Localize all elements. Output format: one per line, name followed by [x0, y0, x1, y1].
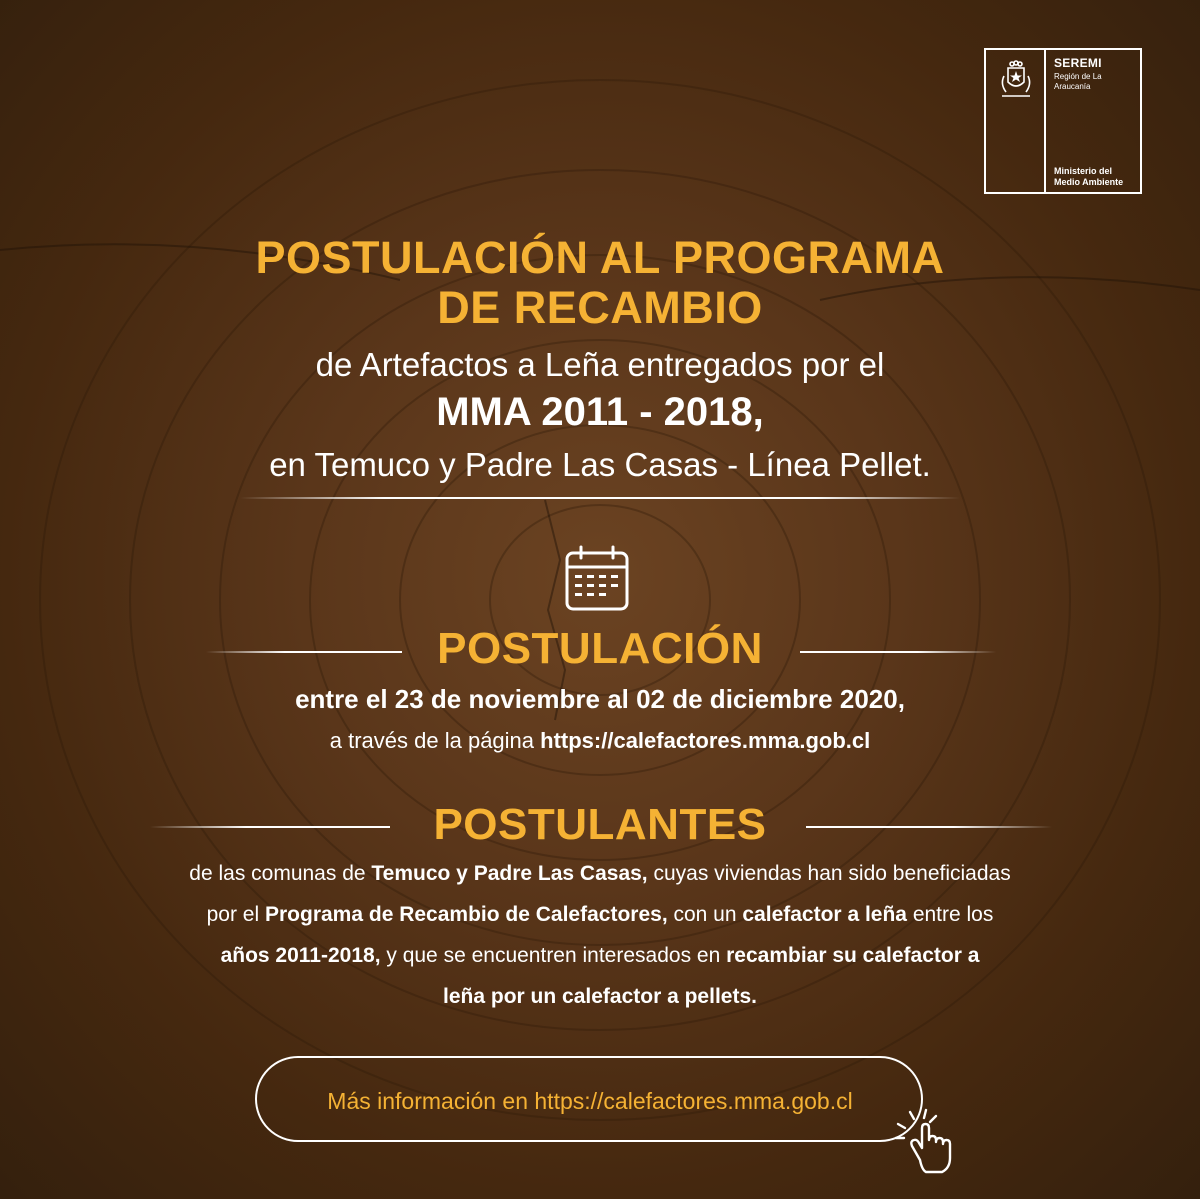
click-hand-icon [892, 1106, 964, 1178]
postulantes-line-1 [0, 862, 1200, 886]
postulantes-line-3 [0, 944, 1200, 968]
postulacion-via-prefix: a través de la página [329, 728, 541, 753]
postulacion-dates: entre el 23 de noviembre al 02 de diciembre 2020, [295, 684, 905, 714]
postulantes-bold: calefactor a leña [742, 903, 907, 926]
title-line-5: en Temuco y Padre Las Casas - Línea Pellet. [269, 446, 931, 483]
postulantes-heading: POSTULANTES [433, 800, 767, 849]
postulantes-line-2 [0, 903, 1200, 927]
postulantes-bold: recambiar su calefactor a [726, 944, 980, 967]
postulacion-heading: POSTULACIÓN [437, 624, 763, 673]
postulantes-text: y que se encuentren interesados en [380, 944, 727, 967]
postulantes-text: entre los [906, 903, 994, 926]
postulantes-text: por el [206, 903, 265, 926]
calendar-icon [562, 544, 632, 614]
postulantes-text: de las comunas de [189, 862, 372, 885]
postulantes-bold: años 2011-2018, [220, 944, 381, 967]
title-line-4: MMA 2011 - 2018, [436, 390, 764, 434]
postulantes-line-4 [0, 985, 1200, 1009]
title-line-2: DE RECAMBIO [437, 282, 763, 333]
postulantes-bold: leña por un calefactor a pellets. [443, 985, 757, 1008]
chile-coat-of-arms-icon [994, 58, 1038, 102]
postulantes-text: con un [667, 903, 743, 926]
postulacion-via [0, 728, 1200, 754]
title-line-3: de Artefactos a Leña entregados por el [315, 346, 885, 383]
logo-ministry: Ministerio del Medio Ambiente [1054, 166, 1124, 187]
postulantes-bold: Temuco y Padre Las Casas, [371, 862, 648, 885]
more-info-text[interactable]: Más información en https://calefactores.mma.gob.cl [327, 1088, 853, 1114]
logo-org: SEREMI [1054, 56, 1102, 70]
postulantes-bold: Programa de Recambio de Calefactores, [265, 903, 668, 926]
postulacion-url[interactable]: https://calefactores.mma.gob.cl [540, 728, 871, 753]
title-line-1: POSTULACIÓN AL PROGRAMA [255, 232, 945, 283]
title-underline [240, 497, 960, 499]
logo-region: Región de La Araucanía [1054, 72, 1102, 91]
postulantes-text: cuyas viviendas han sido beneficiadas [647, 862, 1011, 885]
logo-divider [1044, 50, 1046, 194]
seremi-logo [984, 48, 1142, 194]
